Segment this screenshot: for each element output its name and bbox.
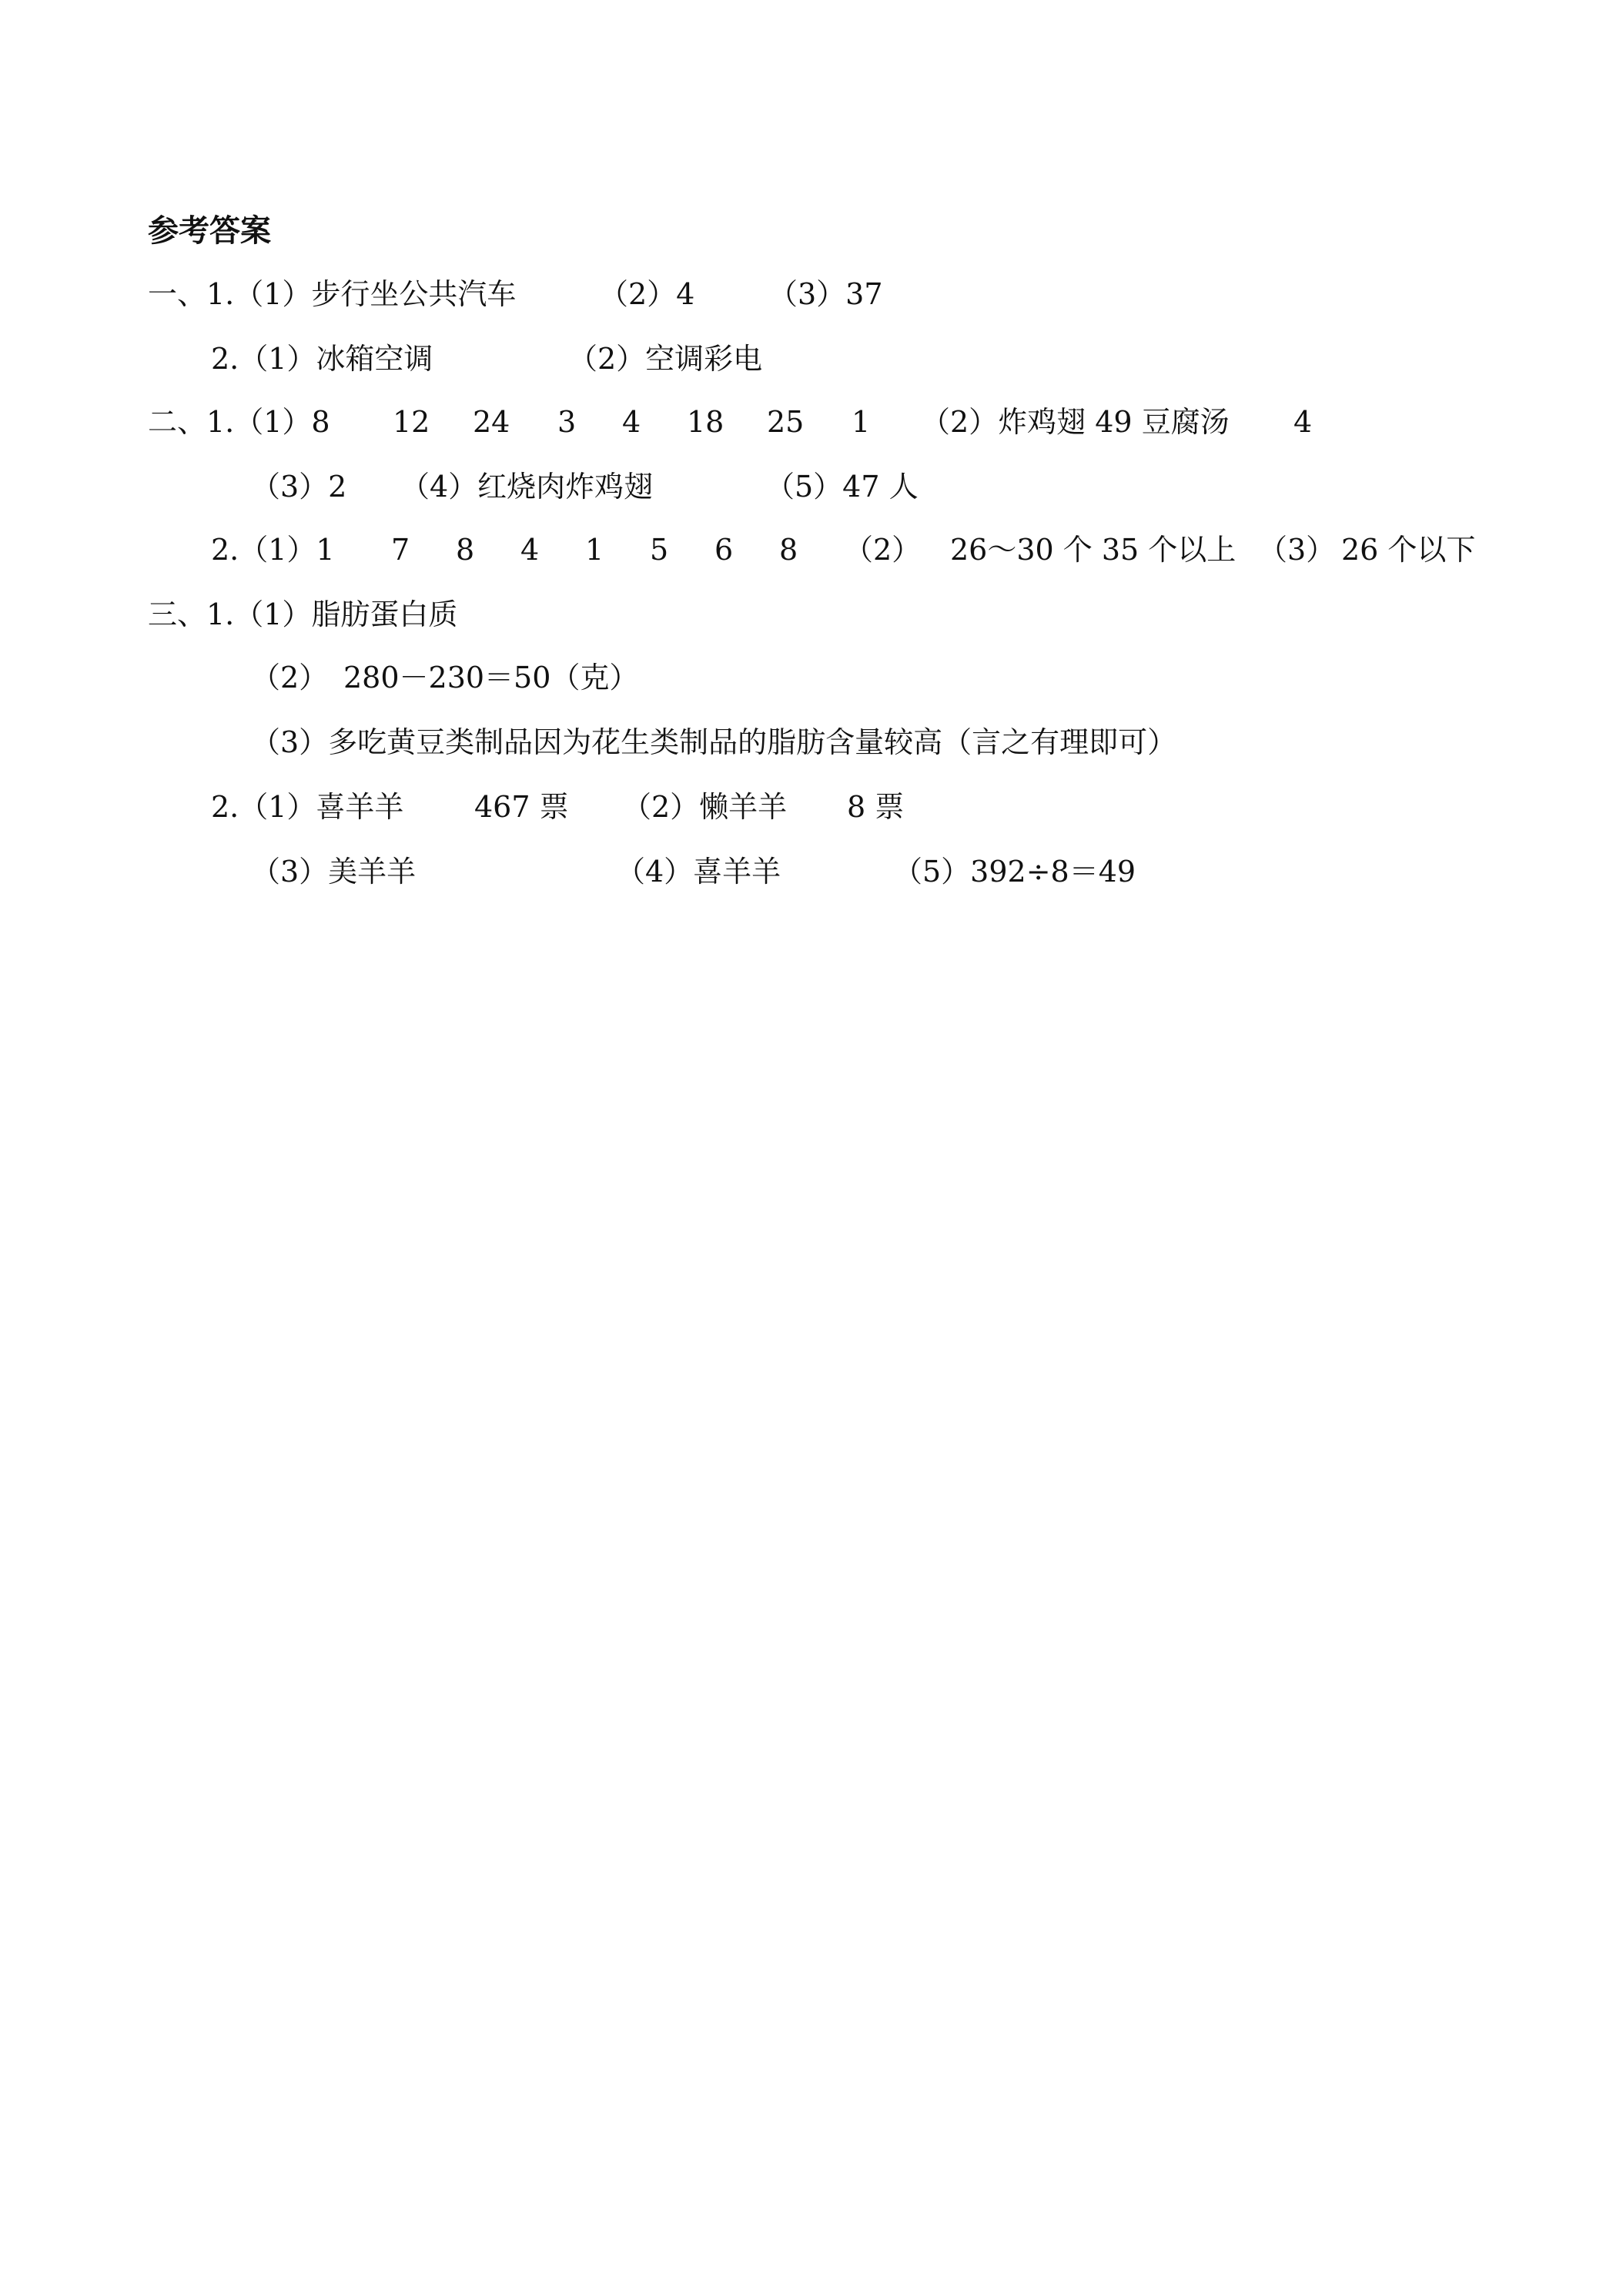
answer-segment: 4 [622, 405, 641, 439]
answer-segment: 6 [714, 533, 734, 567]
section-3-q1-line3 [0, 721, 1623, 764]
section-1-q2 [0, 337, 1623, 380]
answer-segment: （3）2 [251, 470, 347, 504]
answer-segment: （5）392÷8＝49 [893, 855, 1136, 889]
answer-segment: 280－230＝50（克） [343, 661, 639, 694]
section-3-q1-line1 [0, 593, 1623, 636]
page-title: 参考答案 [148, 213, 271, 249]
answer-segment: （2）懒羊羊 [622, 790, 788, 824]
answer-segment: 2.（1）喜羊羊 [211, 790, 404, 824]
answer-segment: （4）红烧肉炸鸡翅 [400, 470, 654, 504]
answer-segment: 1 [585, 533, 604, 567]
answer-segment: （5）47 人 [765, 470, 919, 504]
answer-segment: （4）喜羊羊 [616, 855, 781, 889]
answer-segment: 24 [473, 405, 510, 439]
answer-segment: 1 [852, 405, 871, 439]
section-3-q1-line2 [0, 656, 1623, 699]
section-1-q1 [0, 273, 1623, 316]
answer-segment: 26～30 个 35 个以上 [950, 533, 1236, 567]
section-2-q1-line2 [0, 465, 1623, 508]
answer-segment: （2）空调彩电 [568, 342, 763, 376]
section-2-q2 [0, 528, 1623, 571]
answer-segment: 二、1.（1）8 [148, 405, 330, 439]
answer-segment: 8 票 [847, 790, 905, 824]
answer-segment: 4 [520, 533, 540, 567]
answer-segment: （2） [251, 661, 329, 694]
answer-segment: 3 [557, 405, 577, 439]
answer-segment: 26 个以下 [1341, 533, 1476, 567]
answer-segment: （3） [1258, 533, 1336, 567]
answer-segment: 2.（1）冰箱空调 [211, 342, 433, 376]
answer-segment: 8 [456, 533, 475, 567]
answer-segment: （2）炸鸡翅 49 豆腐汤 [921, 405, 1230, 439]
answer-segment: （3）美羊羊 [251, 855, 417, 889]
section-2-q1-line1 [0, 400, 1623, 443]
answer-segment: （3）多吃黄豆类制品因为花生类制品的脂肪含量较高（言之有理即可） [251, 725, 1177, 759]
answer-segment: 18 [687, 405, 724, 439]
answer-segment: 8 [779, 533, 798, 567]
answer-segment: 4 [1293, 405, 1313, 439]
section-3-q2-line2 [0, 850, 1623, 893]
answer-segment: 12 [393, 405, 430, 439]
answer-segment: （2） [844, 533, 922, 567]
answer-segment: 5 [650, 533, 669, 567]
answer-segment: 7 [391, 533, 410, 567]
answer-segment: （2）4 [599, 277, 695, 311]
answer-segment: 三、1.（1）脂肪蛋白质 [148, 597, 458, 631]
answer-segment: 一、1.（1）步行坐公共汽车 [148, 277, 517, 311]
answer-segment: 467 票 [474, 790, 569, 824]
answer-segment: 2.（1）1 [211, 533, 335, 567]
answer-segment: 25 [767, 405, 805, 439]
section-3-q2-line1 [0, 785, 1623, 828]
answer-segment: （3）37 [768, 277, 883, 311]
